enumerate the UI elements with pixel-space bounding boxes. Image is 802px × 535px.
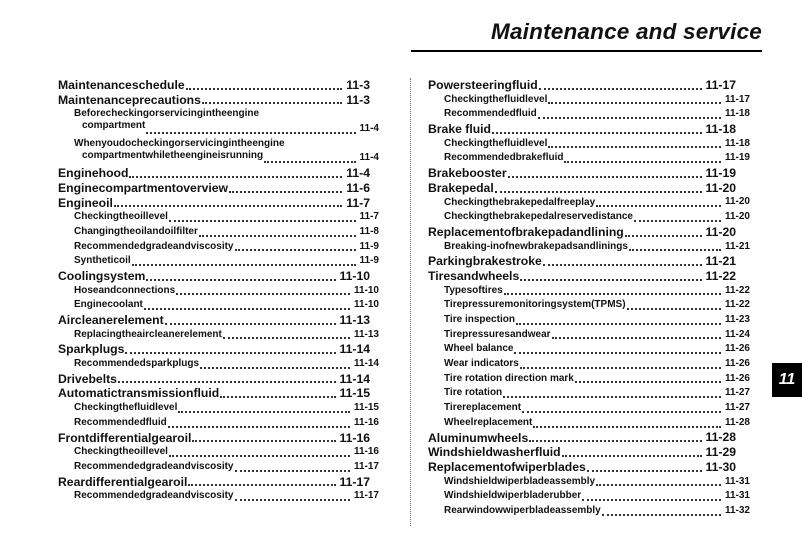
toc-entry[interactable] xyxy=(58,342,384,357)
toc-page-number: 11-29 xyxy=(703,445,737,460)
toc-subentry[interactable] xyxy=(58,298,384,313)
toc-page-number: 11-17 xyxy=(703,78,737,93)
toc-entry-title: Tirepressuresandwear xyxy=(444,328,551,340)
toc-page-number: 11-31 xyxy=(722,489,750,504)
toc-subentry[interactable] xyxy=(428,313,764,328)
toc-subentry[interactable] xyxy=(428,240,764,255)
dot-leader xyxy=(169,455,350,457)
toc-entry[interactable] xyxy=(58,93,384,108)
dot-leader xyxy=(178,411,350,413)
toc-entry-title: Recommendedgradeandviscosity xyxy=(74,490,234,502)
dot-leader xyxy=(169,220,356,222)
toc-entry[interactable] xyxy=(58,78,384,93)
dot-leader xyxy=(132,264,356,266)
toc-page-number: 11-8 xyxy=(357,225,379,240)
toc-entry[interactable] xyxy=(428,181,764,196)
dot-leader xyxy=(504,293,721,295)
toc-page-number: 11-15 xyxy=(337,386,371,401)
toc-page-number: 11-17 xyxy=(351,460,379,475)
toc-entry-title: Tire inspection xyxy=(444,314,515,325)
toc-page-number: 11-18 xyxy=(722,107,750,122)
toc-page-number: 11-17 xyxy=(337,475,371,490)
toc-entry-title: Reardifferentialgearoil xyxy=(58,474,188,489)
toc-page-number: 11-24 xyxy=(722,328,750,343)
toc-page-number: 11-14 xyxy=(351,357,379,372)
toc-subentry[interactable] xyxy=(428,107,764,122)
toc-page-number: 11-26 xyxy=(722,357,750,372)
toc-subentry[interactable] xyxy=(428,151,764,166)
toc-entry-title: Drivebelts xyxy=(58,371,117,386)
toc-entry-title: Changingtheoilandoilfilter xyxy=(74,225,198,237)
toc-entry-title: Tiresandwheels xyxy=(428,268,520,283)
toc-subentry[interactable] xyxy=(58,284,384,299)
toc-page-number: 11-3 xyxy=(343,93,370,108)
toc-page-number: 11-21 xyxy=(703,254,737,269)
dot-leader xyxy=(533,426,721,428)
toc-subentry[interactable] xyxy=(428,416,764,431)
toc-page-number: 11-21 xyxy=(722,240,750,255)
toc-entry-title xyxy=(74,137,334,162)
toc-entry-title: Replacementofwiperblades xyxy=(428,459,586,474)
toc-subentry[interactable] xyxy=(428,196,764,211)
dot-leader xyxy=(602,514,721,516)
dot-leader xyxy=(582,499,721,501)
toc-entry-title: Replacingtheaircleanerelement xyxy=(74,328,222,340)
toc-page-number: 11-20 xyxy=(703,225,737,240)
toc-entry-title: Recommendedfluid xyxy=(74,416,167,428)
toc-subentry[interactable] xyxy=(428,475,764,490)
toc-subentry[interactable] xyxy=(428,504,764,519)
toc-entry-title: Checkingthefluidlevel xyxy=(74,402,178,414)
toc-entry[interactable] xyxy=(58,386,384,401)
toc-entry[interactable] xyxy=(428,445,764,460)
dot-leader xyxy=(144,308,350,310)
toc-page-number: 11-22 xyxy=(722,298,750,313)
toc-subentry[interactable] xyxy=(428,357,764,372)
toc-subentry[interactable] xyxy=(428,210,764,225)
toc-page-number: 11-23 xyxy=(722,313,750,328)
toc-page-number: 11-30 xyxy=(703,460,737,475)
dot-leader xyxy=(192,440,335,442)
toc-subentry[interactable] xyxy=(428,137,764,152)
dot-leader xyxy=(562,455,702,457)
toc-entry-title: Sparkplugs xyxy=(58,342,125,357)
toc-subentry[interactable] xyxy=(58,107,384,136)
dot-leader xyxy=(264,161,355,163)
toc-page-number: 11-27 xyxy=(722,386,750,401)
toc-page-number: 11-6 xyxy=(343,181,370,196)
toc-page-number: 11-18 xyxy=(703,122,737,137)
toc-left-column xyxy=(58,78,384,504)
toc-entry-title: Checkingthebrakepedalreservedistance xyxy=(444,211,633,223)
toc-entry-title: Rearwindowwiperbladeassembly xyxy=(444,504,601,516)
dot-leader xyxy=(229,191,342,193)
dot-leader xyxy=(629,249,721,251)
toc-entry-title: Recommendedfluid xyxy=(444,108,537,120)
toc-entry-title: Tire rotation direction mark xyxy=(444,372,574,384)
toc-right-column xyxy=(428,78,764,519)
toc-entry[interactable] xyxy=(428,269,764,284)
toc-page-number: 11-22 xyxy=(722,284,750,299)
dot-leader xyxy=(125,352,335,354)
dot-leader xyxy=(146,279,335,281)
toc-page-number: 11-28 xyxy=(703,431,737,446)
dot-leader xyxy=(625,235,702,237)
toc-entry-title: Recommendedgradeandviscosity xyxy=(74,460,234,472)
toc-page-number: 11-16 xyxy=(351,445,379,460)
toc-page-number: 11-10 xyxy=(351,284,379,299)
dot-leader xyxy=(552,337,721,339)
toc-page-number: 11-13 xyxy=(351,328,379,343)
dot-leader xyxy=(114,205,342,207)
toc-entry[interactable] xyxy=(58,372,384,387)
toc-entry-title: Automatictransmissionfluid xyxy=(58,386,220,401)
dot-leader xyxy=(543,264,702,266)
toc-subentry[interactable] xyxy=(428,489,764,504)
toc-page-number: 11-17 xyxy=(351,489,379,504)
toc-entry-title-line: compartmentwhiletheengineisrunning xyxy=(82,149,264,161)
toc-entry-title: Coolingsystem xyxy=(58,268,146,283)
toc-entry-title-line: Beforecheckingorservicingintheengine xyxy=(74,108,260,120)
dot-leader xyxy=(200,367,350,369)
toc-entry-title: Windshieldwasherfluid xyxy=(428,445,561,460)
dot-leader xyxy=(188,484,335,486)
dot-leader xyxy=(596,205,721,207)
dot-leader xyxy=(627,308,721,310)
title-rule xyxy=(411,50,762,52)
toc-page-number: 11-9 xyxy=(357,254,379,269)
dot-leader xyxy=(129,176,342,178)
toc-entry-title: Windshieldwiperbladerubber xyxy=(444,490,582,502)
toc-entry-title: Frontdifferentialgearoil xyxy=(58,430,192,445)
dot-leader xyxy=(186,88,343,90)
toc-entry[interactable] xyxy=(428,166,764,181)
toc-page-number: 11-10 xyxy=(351,298,379,313)
toc-entry-title: Typesoftires xyxy=(444,284,503,296)
toc-subentry[interactable] xyxy=(58,416,384,431)
toc-page-number: 11-4 xyxy=(357,122,379,137)
toc-entry-title: Breaking-inofnewbrakepadsandlinings xyxy=(444,240,628,252)
dot-leader xyxy=(492,132,702,134)
page-title: Maintenance and service xyxy=(491,19,762,44)
toc-page-number: 11-20 xyxy=(722,210,750,225)
toc-subentry[interactable] xyxy=(58,401,384,416)
dot-leader xyxy=(168,426,350,428)
dot-leader xyxy=(165,323,336,325)
toc-entry-title: Tire rotation xyxy=(444,387,503,399)
toc-subentry[interactable] xyxy=(58,240,384,255)
toc-entry-title: Checkingtheoillevel xyxy=(74,446,168,458)
toc-subentry[interactable] xyxy=(58,254,384,269)
toc-entry-title: Wear indicators xyxy=(444,358,519,370)
dot-leader xyxy=(146,132,355,134)
toc-subentry[interactable] xyxy=(428,342,764,357)
toc-entry-title: Recommendedgradeandviscosity xyxy=(74,240,234,252)
dot-leader xyxy=(514,352,721,354)
toc-page-number: 11-17 xyxy=(722,93,750,108)
toc-subentry[interactable] xyxy=(58,357,384,372)
toc-entry-title: Maintenanceschedule xyxy=(58,78,185,92)
toc-entry-title: Engineoil xyxy=(58,195,113,210)
dot-leader xyxy=(539,88,702,90)
toc-subentry[interactable] xyxy=(428,386,764,401)
toc-entry-title xyxy=(74,107,334,132)
dot-leader xyxy=(522,411,721,413)
toc-subentry[interactable] xyxy=(58,489,384,504)
toc-entry[interactable] xyxy=(58,196,384,211)
toc-subentry[interactable] xyxy=(58,137,384,166)
toc-page-number: 11-4 xyxy=(357,151,379,166)
toc-subentry[interactable] xyxy=(58,460,384,475)
dot-leader xyxy=(520,279,701,281)
toc-page-number: 11-18 xyxy=(722,137,750,152)
dot-leader xyxy=(235,499,350,501)
toc-page-number: 11-28 xyxy=(722,416,750,431)
toc-entry-title: Replacementofbrakepadandlining xyxy=(428,224,624,239)
toc-entry-title: Syntheticoil xyxy=(74,255,131,267)
toc-entry[interactable] xyxy=(58,269,384,284)
toc-entry-title: Recommendedbrakefluid xyxy=(444,152,564,164)
dot-leader xyxy=(520,367,721,369)
toc-entry-title: Brakebooster xyxy=(428,166,507,181)
dot-leader xyxy=(548,102,721,104)
toc-page-number: 11-16 xyxy=(351,416,379,431)
toc-entry-title-line: compartment xyxy=(82,120,146,132)
toc-page-number: 11-14 xyxy=(337,342,371,357)
dot-leader xyxy=(538,117,721,119)
toc-entry[interactable] xyxy=(428,431,764,446)
toc-entry-title: Tirepressuremonitoringsystem(TPMS) xyxy=(444,299,626,311)
toc-entry-title: Enginecoolant xyxy=(74,299,143,311)
dot-leader xyxy=(529,440,701,442)
toc-entry[interactable] xyxy=(58,475,384,490)
dot-leader xyxy=(235,249,356,251)
toc-entry-title: Checkingthefluidlevel xyxy=(444,93,548,105)
toc-subentry[interactable] xyxy=(428,298,764,313)
toc-page-number: 11-20 xyxy=(722,196,750,211)
toc-page-number: 11-14 xyxy=(337,372,371,387)
toc-entry-title: Checkingthebrakepedalfreeplay xyxy=(444,196,596,208)
dot-leader xyxy=(118,381,336,383)
toc-page-number: 11-7 xyxy=(343,196,370,211)
dot-leader xyxy=(587,470,702,472)
toc-entry-title: Checkingthefluidlevel xyxy=(444,137,548,149)
toc-page-number: 11-15 xyxy=(351,401,379,416)
toc-entry[interactable] xyxy=(428,122,764,137)
toc-entry[interactable] xyxy=(58,181,384,196)
toc-subentry[interactable] xyxy=(428,284,764,299)
toc-entry-title: Powersteeringfluid xyxy=(428,78,538,92)
toc-subentry[interactable] xyxy=(428,372,764,387)
dot-leader xyxy=(634,220,721,222)
toc-page-number: 11-4 xyxy=(343,166,370,181)
toc-subentry[interactable] xyxy=(428,401,764,416)
dot-leader xyxy=(495,191,702,193)
dot-leader xyxy=(220,396,335,398)
toc-entry[interactable] xyxy=(58,313,384,328)
toc-subentry[interactable] xyxy=(58,210,384,225)
toc-entry-title: Enginecompartmentoverview xyxy=(58,180,228,195)
toc-entry-title: Brake fluid xyxy=(428,122,491,137)
toc-entry[interactable] xyxy=(428,254,764,269)
toc-page-number: 11-9 xyxy=(357,240,379,255)
toc-entry[interactable] xyxy=(58,166,384,181)
toc-entry-title: Windshieldwiperbladeassembly xyxy=(444,475,596,487)
toc-page-number: 11-20 xyxy=(703,181,737,196)
dot-leader xyxy=(516,323,721,325)
toc-entry[interactable] xyxy=(428,225,764,240)
toc-entry-title: Maintenanceprecautions xyxy=(58,92,201,107)
column-divider xyxy=(410,78,411,526)
dot-leader xyxy=(235,470,350,472)
toc-entry-title-line: Whenyoudocheckingorservicingintheengine xyxy=(74,137,285,149)
toc-page-number: 11-32 xyxy=(722,504,750,519)
dot-leader xyxy=(202,102,342,104)
toc-page-number: 11-27 xyxy=(722,401,750,416)
toc-entry[interactable] xyxy=(428,460,764,475)
toc-page-number: 11-31 xyxy=(722,475,750,490)
toc-entry-title: Brakepedal xyxy=(428,180,494,195)
toc-subentry[interactable] xyxy=(58,328,384,343)
dot-leader xyxy=(503,396,721,398)
toc-page-number: 11-19 xyxy=(722,151,750,166)
toc-entry-title: Checkingtheoillevel xyxy=(74,211,168,223)
dot-leader xyxy=(176,293,350,295)
toc-page-number: 11-16 xyxy=(337,431,371,446)
toc-page-number: 11-22 xyxy=(703,269,737,284)
toc-page-number: 11-26 xyxy=(722,372,750,387)
dot-leader xyxy=(575,381,721,383)
dot-leader xyxy=(548,146,721,148)
toc-page-number: 11-3 xyxy=(343,78,370,93)
dot-leader xyxy=(223,337,350,339)
toc-subentry[interactable] xyxy=(58,225,384,240)
toc-entry-title: Tirereplacement xyxy=(444,402,522,414)
toc-entry-title: Parkingbrakestroke xyxy=(428,254,542,269)
toc-entry-title: Hoseandconnections xyxy=(74,284,176,296)
toc-page-number: 11-19 xyxy=(703,166,737,181)
dot-leader xyxy=(596,484,721,486)
toc-subentry[interactable] xyxy=(428,328,764,343)
toc-entry-title: Aluminumwheels xyxy=(428,430,529,445)
dot-leader xyxy=(199,235,356,237)
toc-subentry[interactable] xyxy=(58,445,384,460)
toc-subentry[interactable] xyxy=(428,93,764,108)
toc-entry-title: Wheelreplacement xyxy=(444,416,533,428)
toc-entry-title: Recommendedsparkplugs xyxy=(74,358,200,370)
toc-page-number: 11-26 xyxy=(722,342,750,357)
toc-page-number: 11-7 xyxy=(357,210,379,225)
toc-entry[interactable] xyxy=(58,431,384,446)
toc-entry-title: Wheel balance xyxy=(444,343,514,355)
toc-entry-title: Aircleanerelement xyxy=(58,313,164,328)
toc-page-number: 11-10 xyxy=(337,269,371,284)
chapter-tab[interactable]: 11 xyxy=(772,363,802,397)
dot-leader xyxy=(564,161,720,163)
dot-leader xyxy=(508,176,702,178)
toc-entry[interactable] xyxy=(428,78,764,93)
toc-page-number: 11-13 xyxy=(337,313,371,328)
toc-entry-title: Enginehood xyxy=(58,166,129,181)
